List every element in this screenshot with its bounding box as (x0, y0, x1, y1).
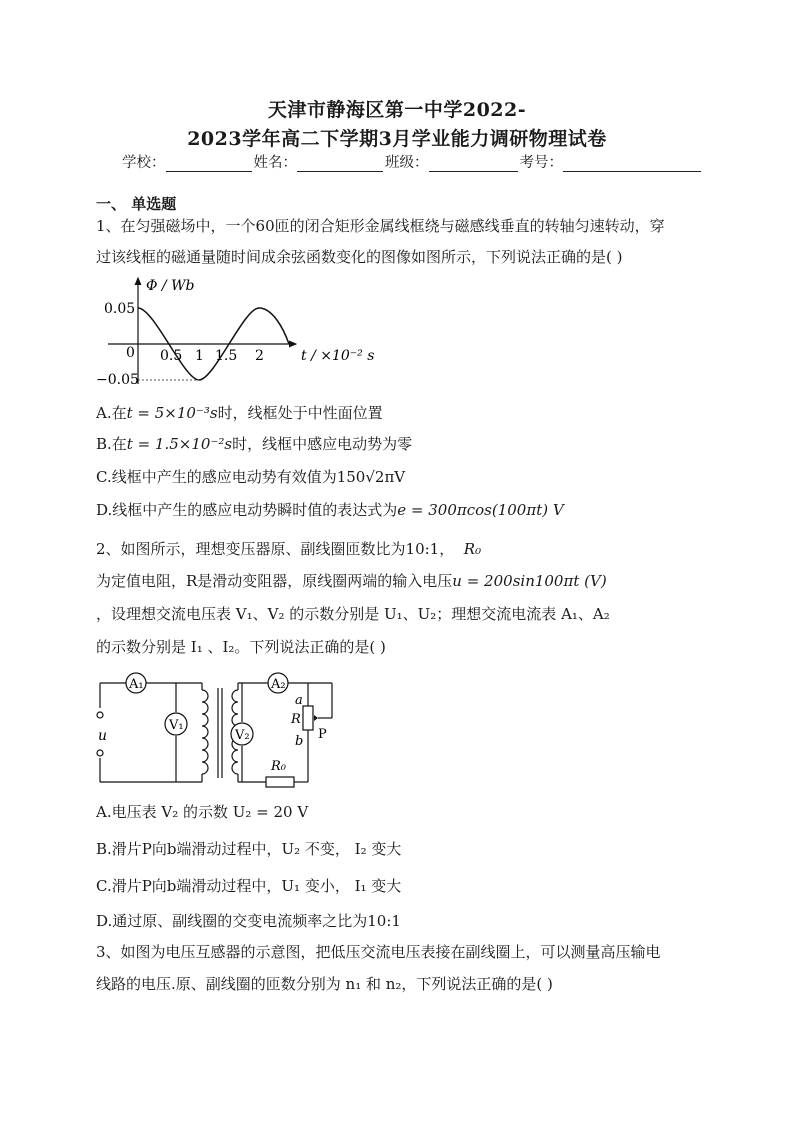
exam-title-line2: 2023学年高二下学期3月学业能力调研物理试卷 (187, 128, 607, 150)
q1-option-b[interactable]: B.在t = 1.5×10⁻²s时，线框中感应电动势为零 (96, 435, 413, 453)
exam-number-blank[interactable] (563, 155, 701, 172)
name-blank[interactable] (297, 155, 383, 172)
q2-option-c[interactable]: C.滑片P向b端滑动过程中，U₁ 变小， I₁ 变大 (96, 877, 402, 895)
exam-number-label: 考号： (519, 155, 563, 171)
q1-option-c-math: 150√2πV (336, 468, 406, 486)
exam-title-line1: 天津市静海区第一中学2022- (267, 99, 527, 121)
class-blank[interactable] (429, 155, 518, 172)
q1-option-a-math: t = 5×10⁻³s (126, 404, 218, 422)
q2-label-r: R (291, 712, 301, 727)
q2-label-v1: V₁ (169, 718, 184, 733)
q2-stem-line4: 的示数分别是 I₁ 、I₂。下列说法正确的是( ) (96, 638, 386, 656)
q3-stem-line2: 线路的电压.原、副线圈的匝数分别为 n₁ 和 n₂，下列说法正确的是( ) (96, 975, 553, 993)
q1-graph-xtick-3: 2 (255, 348, 264, 364)
q2-terminal-top (97, 712, 103, 718)
q2-stem-line2: 为定值电阻，R是滑动变阻器，原线圈两端的输入电压u = 200sin100πt (V) (96, 572, 607, 590)
q2-circuit-diagram (92, 670, 342, 790)
school-label: 学校： (122, 155, 166, 171)
q1-option-c[interactable]: C.线框中产生的感应电动势有效值为150√2πV (96, 468, 406, 486)
q2-label-a: a (295, 693, 303, 708)
school-blank[interactable] (166, 155, 252, 172)
q1-graph-ytick-top: 0.05 (104, 301, 136, 317)
q1-option-b-math: t = 1.5×10⁻²s (126, 435, 233, 453)
q1-option-d[interactable]: D.线框中产生的感应电动势瞬时值的表达式为e = 300πcos(100πt) V (96, 501, 564, 519)
student-info-row (122, 151, 703, 172)
q2-option-b[interactable]: B.滑片P向b端滑动过程中，U₂ 不变， I₂ 变大 (96, 840, 402, 858)
name-label: 姓名： (253, 155, 297, 171)
q1-graph-y-label: Φ / Wb (146, 278, 195, 294)
q2-label-a2: A₂ (271, 677, 286, 692)
q2-stem-line3: ，设理想交流电压表 V₁、V₂ 的示数分别是 U₁、U₂；理想交流电流表 A₁、A₂ (96, 605, 610, 623)
q1-flux-graph (96, 272, 386, 392)
q2-input-voltage-math: u = 200sin100πt (V) (452, 572, 607, 590)
q1-graph-ytick-bottom: −0.05 (96, 372, 139, 388)
q2-label-r0: R₀ (271, 759, 286, 774)
q2-resistor-r0 (266, 777, 294, 787)
q1-stem-line1: 1、在匀强磁场中，一个60匝的闭合矩形金属线框绕与磁感线垂直的转轴匀速转动，穿 (96, 217, 665, 235)
q2-stem-line1: 2、如图所示，理想变压器原、副线圈匝数比为10:1， R₀ (96, 540, 482, 558)
class-label: 班级： (385, 155, 429, 171)
q2-label-u: u (98, 728, 108, 744)
q1-option-d-math: e = 300πcos(100πt) V (397, 501, 564, 519)
q2-terminal-bottom (97, 750, 103, 756)
q2-label-p: P (318, 727, 327, 742)
q2-label-b: b (295, 734, 304, 749)
q2-r0-symbol: R₀ (463, 540, 482, 558)
q2-label-a1: A₁ (129, 677, 144, 692)
q2-label-v2: V₂ (235, 728, 250, 743)
q3-stem-line1: 3、如图为电压互感器的示意图，把低压交流电压表接在副线圈上，可以测量高压输电 (96, 943, 661, 961)
q2-option-d[interactable]: D.通过原、副线圈的交变电流频率之比为10:1 (96, 912, 401, 930)
q1-option-a[interactable]: A.在t = 5×10⁻³s时，线框处于中性面位置 (96, 404, 383, 422)
q1-graph-origin: 0 (126, 345, 135, 361)
q1-graph-xtick-2: 1.5 (215, 348, 238, 364)
q1-graph-xtick-1: 1 (195, 348, 204, 364)
q1-graph-xtick-0: 0.5 (160, 348, 183, 364)
section-heading: 一、 单选题 (96, 195, 177, 213)
q1-stem-line2: 过该线框的磁通量随时间成余弦函数变化的图像如图所示，下列说法正确的是( ) (96, 248, 623, 266)
q1-graph-x-label: t / ×10⁻² s (301, 348, 375, 364)
q2-rheostat-r (303, 706, 313, 730)
q2-option-a[interactable]: A.电压表 V₂ 的示数 U₂ = 20 V (96, 803, 309, 821)
q2-slider-arrow (314, 715, 318, 721)
